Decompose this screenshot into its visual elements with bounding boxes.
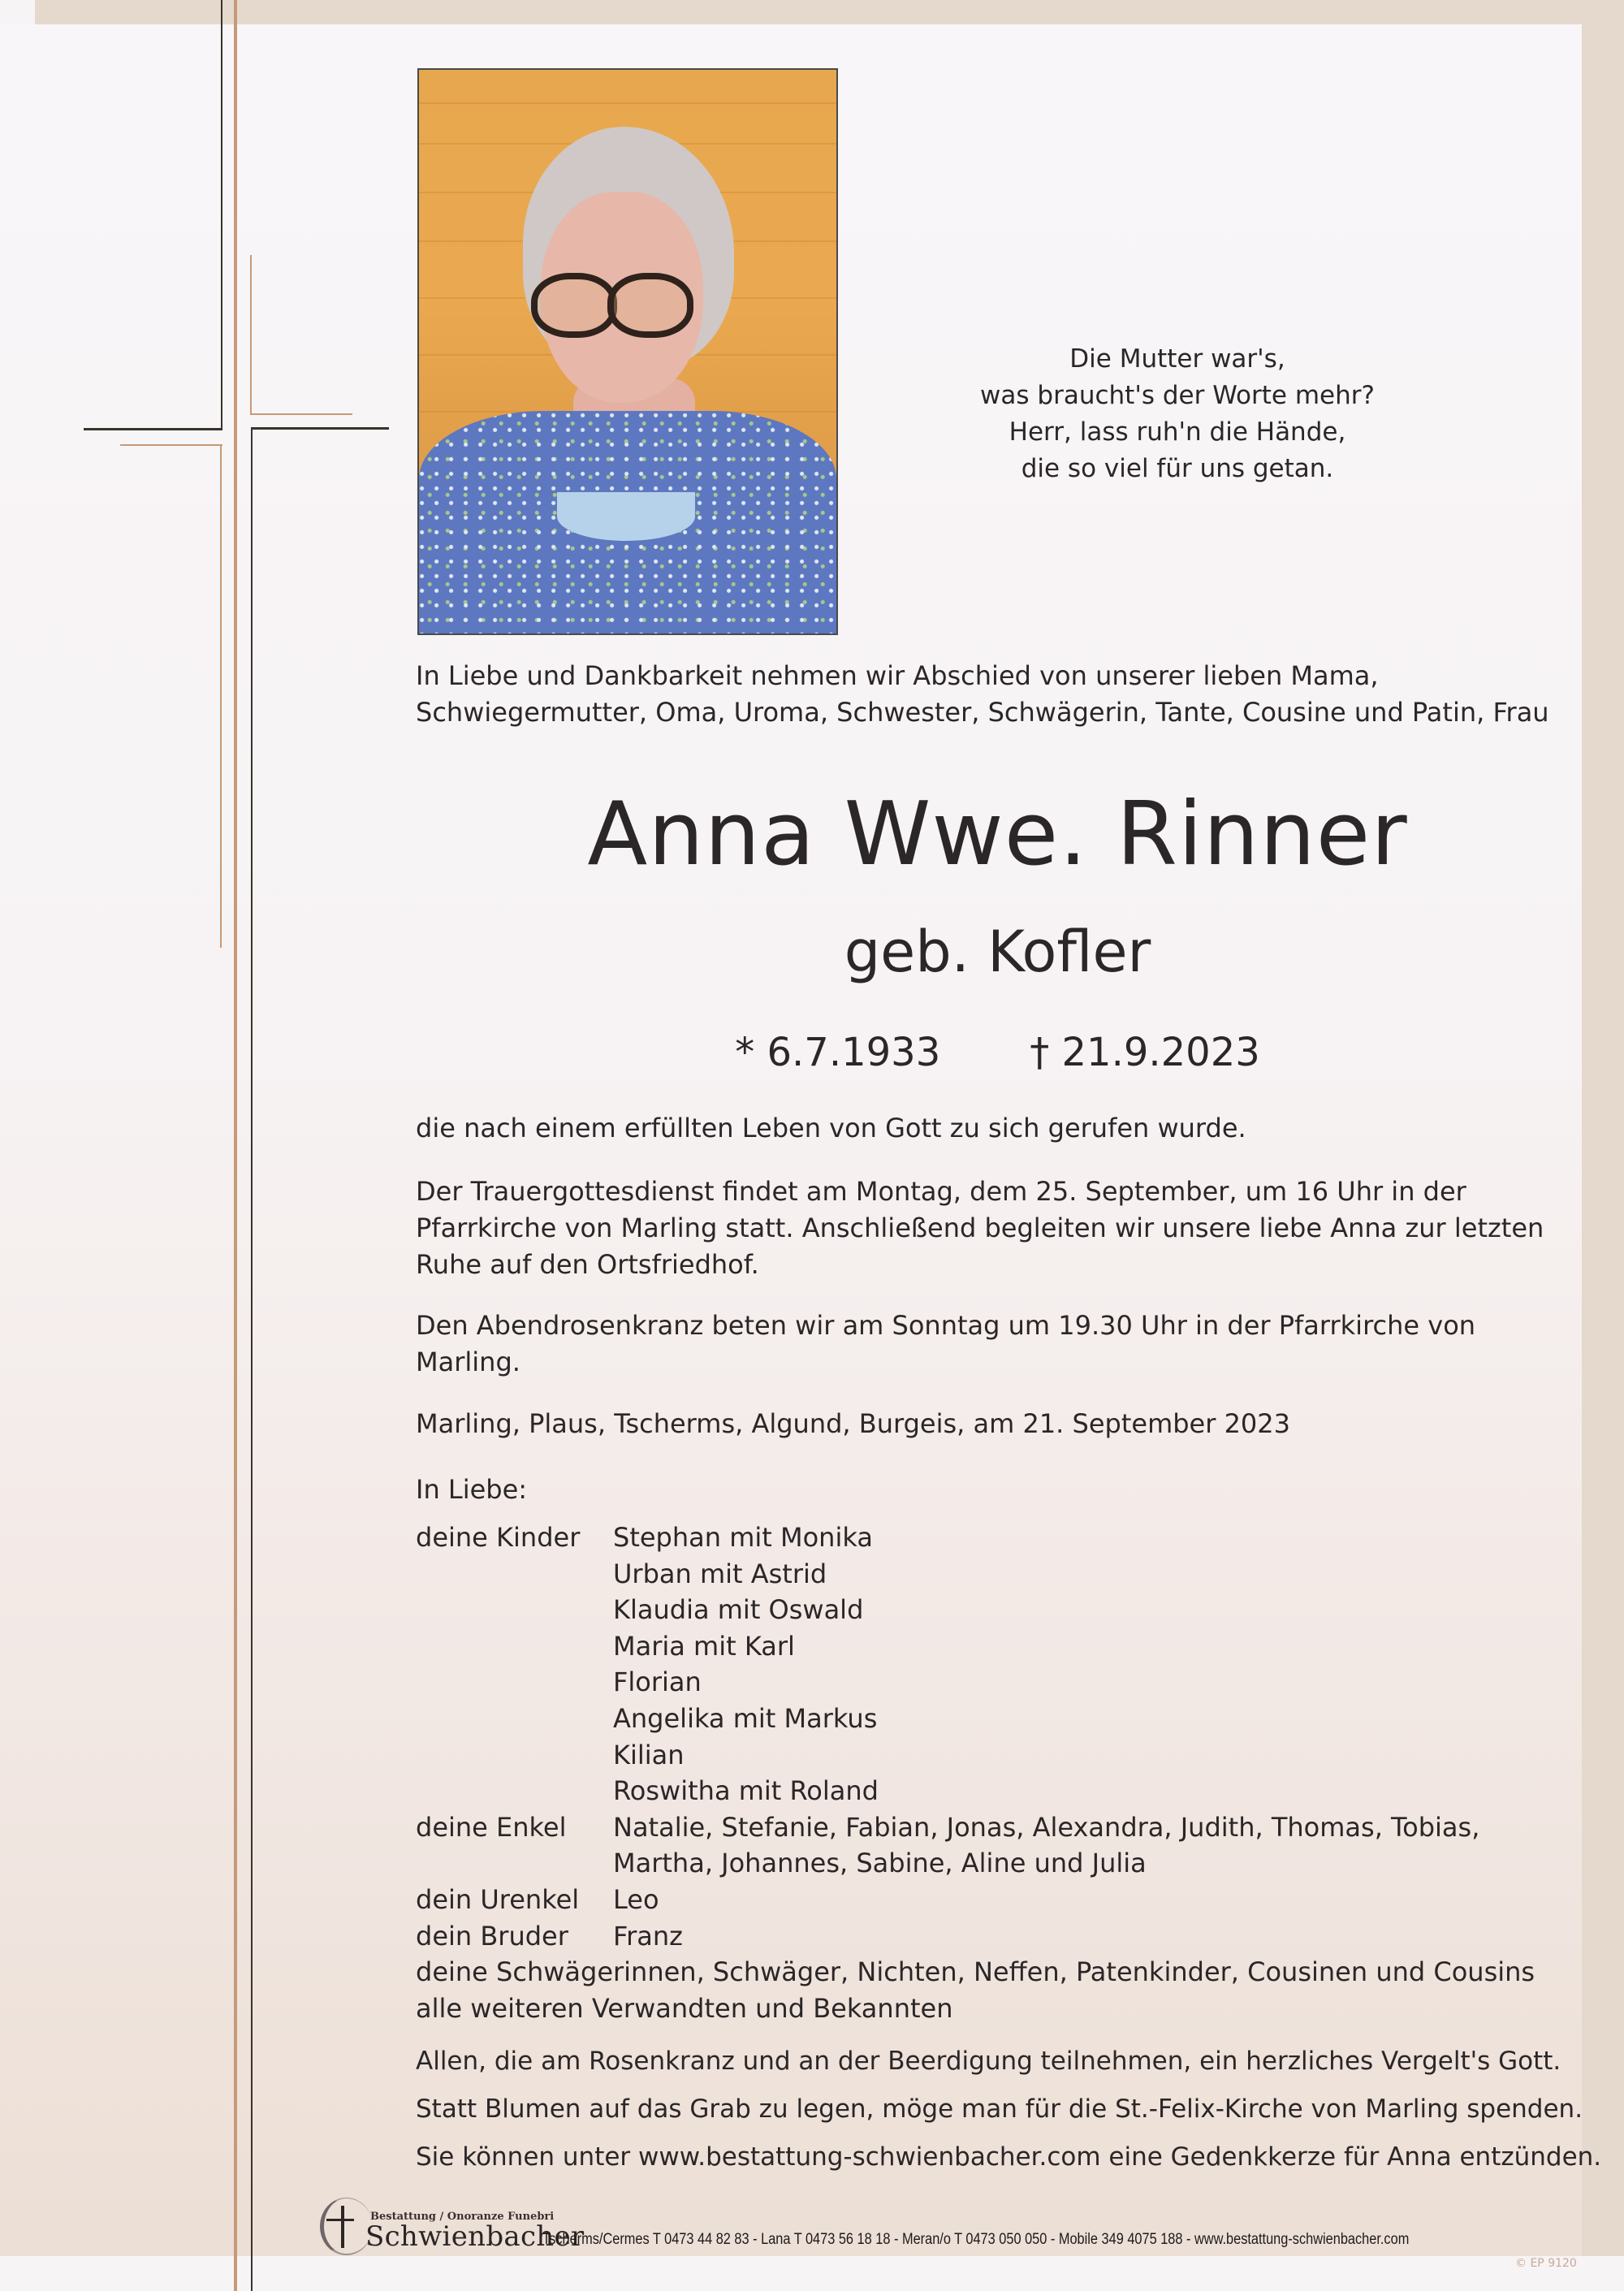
family-label: dein Bruder [416, 1920, 568, 1952]
cross-upper-right-arm-line [250, 413, 352, 415]
family-member: Urban mit Astrid [613, 1558, 827, 1589]
portrait-photo [417, 68, 838, 635]
logo-name: Schwienbacher [365, 2220, 585, 2253]
funeral-home-footer [317, 2193, 1567, 2253]
cross-upper-right-vertical-line [250, 255, 252, 415]
rosary-line: Marling. [416, 1347, 520, 1377]
family-member: Franz [613, 1920, 683, 1952]
cross-right-arm-line [251, 427, 389, 430]
family-member: Kilian [613, 1739, 685, 1770]
family-member: Stephan mit Monika [613, 1522, 873, 1553]
poem-line: Herr, lass ruh'n die Hände, [1009, 417, 1346, 447]
mourners-list [416, 1519, 1535, 2026]
life-dates [416, 1030, 1579, 1075]
family-member: Maria mit Karl [613, 1630, 795, 1662]
death-date: † 21.9.2023 [1030, 1030, 1260, 1075]
rosary-paragraph [416, 1308, 1475, 1381]
copyright-mark: © EP 9120 [1515, 2257, 1577, 2270]
glasses-icon [531, 273, 617, 338]
family-member: Leo [613, 1883, 659, 1915]
intro-line: In Liebe und Dankbarkeit nehmen wir Abschied von unserer lieben Mama, [416, 660, 1379, 691]
thanks-line: Allen, die am Rosenkranz und an der Beerdigung teilnehmen, ein herzliches Vergelt's Gott. [416, 2047, 1561, 2076]
family-label: deine Enkel [416, 1811, 567, 1843]
family-member: Klaudia mit Oswald [613, 1594, 864, 1626]
intro-paragraph [416, 658, 1549, 731]
family-others-line: deine Schwägerinnen, Schwäger, Nichten, Neffen, Patenkinder, Cousinen und Cousins [416, 1956, 1535, 1988]
family-label: dein Urenkel [416, 1883, 580, 1915]
portrait-collar [557, 492, 695, 541]
cross-main-vertical-line [234, 0, 237, 2291]
candle-line: Sie können unter www.bestattung-schwienbacher.com eine Gedenkkerze für Anna entzünden. [416, 2142, 1602, 2172]
funeral-line: Pfarrkirche von Marling statt. Anschließend begleiten wir unsere liebe Anna zur letzten [416, 1213, 1544, 1243]
family-member: Martha, Johannes, Sabine, Aline und Julia [613, 1848, 1147, 1879]
family-row-children [416, 1519, 1535, 1556]
funeral-line: Der Trauergottesdienst findet am Montag, dem 25. September, um 16 Uhr in der [416, 1176, 1466, 1207]
cross-lower-left-vertical-line [220, 444, 222, 948]
family-member: Florian [613, 1666, 702, 1698]
family-member: Angelika mit Markus [613, 1702, 878, 1734]
logo-subtitle: Bestattung / Onoranze Funebri [370, 2211, 555, 2223]
in-love-heading: In Liebe: [416, 1474, 528, 1505]
maiden-name: geb. Kofler [844, 919, 1151, 985]
family-member: Roswitha mit Roland [613, 1775, 879, 1807]
place-date: Marling, Plaus, Tscherms, Algund, Burgeis, am 21. September 2023 [416, 1408, 1290, 1439]
cross-lower-left-arm-line [120, 444, 222, 446]
cross-icon [341, 2206, 344, 2248]
family-row-great-grandchild [416, 1882, 1535, 1918]
funeral-paragraph [416, 1174, 1544, 1283]
called-paragraph: die nach einem erfüllten Leben von Gott zu sich gerufen wurde. [416, 1113, 1246, 1143]
glasses-icon [607, 273, 693, 338]
poem-line: die so viel für uns getan. [1021, 454, 1334, 483]
bottom-margin [0, 2256, 1624, 2291]
donation-line: Statt Blumen auf das Grab zu legen, möge man für die St.-Felix-Kirche von Marling spenden. [416, 2094, 1583, 2124]
family-label: deine Kinder [416, 1522, 581, 1553]
poem-line: Die Mutter war's, [1069, 344, 1285, 374]
family-row-grandchildren [416, 1809, 1535, 1846]
cross-left-arm-line [84, 428, 222, 430]
poem [901, 341, 1453, 487]
deceased-name: Anna Wwe. Rinner [587, 784, 1408, 885]
birth-date: * 6.7.1933 [735, 1030, 941, 1075]
family-row-brother [416, 1918, 1535, 1955]
poem-line: was braucht's der Worte mehr? [980, 381, 1375, 410]
family-others-line: alle weiteren Verwandten und Bekannten [416, 1992, 953, 2024]
rosary-line: Den Abendrosenkranz beten wir am Sonntag um 19.30 Uhr in der Pfarrkirche von [416, 1310, 1476, 1341]
cross-upper-left-vertical-line [221, 0, 222, 430]
funeral-line: Ruhe auf den Ortsfriedhof. [416, 1249, 759, 1280]
cross-lower-right-vertical-line [251, 427, 253, 2291]
intro-line: Schwiegermutter, Oma, Uroma, Schwester, Schwägerin, Tante, Cousine und Patin, Frau [416, 697, 1549, 728]
family-member: Natalie, Stefanie, Fabian, Jonas, Alexandra, Judith, Thomas, Tobias, [613, 1811, 1480, 1843]
contact-info: Tscherms/Cermes T 0473 44 82 83 - Lana T 0473 56 18 18 - Meran/o T 0473 050 050 - Mobile 349 4075 188 - www.bestattung-schwienbacher.com [542, 2231, 1410, 2248]
